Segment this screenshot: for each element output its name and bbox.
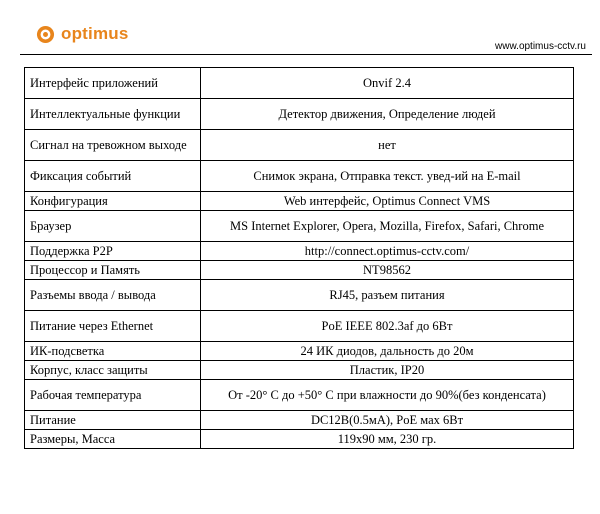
spec-row <box>25 99 574 130</box>
spec-label: Процессор и Память <box>25 261 201 280</box>
spec-label: Фиксация событий <box>25 161 201 192</box>
spec-label: Браузер <box>25 211 201 242</box>
spec-value: Снимок экрана, Отправка текст. увед-ий на E-mail <box>201 161 574 192</box>
spec-row <box>25 380 574 411</box>
brand-logo <box>36 24 129 44</box>
header-divider <box>20 54 592 55</box>
spec-label: Корпус, класс защиты <box>25 361 201 380</box>
spec-label: ИК-подсветка <box>25 342 201 361</box>
logo-text: optimus <box>61 24 129 43</box>
spec-label: Конфигурация <box>25 192 201 211</box>
spec-label: Интерфейс приложений <box>25 68 201 99</box>
spec-row <box>25 261 574 280</box>
spec-row <box>25 211 574 242</box>
spec-value: DC12В(0.5мА), PoE мах 6Вт <box>201 411 574 430</box>
spec-value: Web интерфейс, Optimus Connect VMS <box>201 192 574 211</box>
optimus-logo-icon <box>36 25 55 44</box>
specs-table <box>24 67 574 449</box>
page-header <box>0 0 600 56</box>
spec-value: PoE IEEE 802.3af до 6Вт <box>201 311 574 342</box>
spec-value: Детектор движения, Определение людей <box>201 99 574 130</box>
site-url: www.optimus-cctv.ru <box>495 41 586 52</box>
spec-row <box>25 430 574 449</box>
spec-row <box>25 161 574 192</box>
spec-value: Onvif 2.4 <box>201 68 574 99</box>
spec-value: MS Internet Explorer, Opera, Mozilla, Firefox, Safari, Chrome <box>201 211 574 242</box>
spec-label: Питание через Ethernet <box>25 311 201 342</box>
spec-value: RJ45, разъем питания <box>201 280 574 311</box>
spec-label: Разъемы ввода / вывода <box>25 280 201 311</box>
spec-value: http://connect.optimus-cctv.com/ <box>201 242 574 261</box>
spec-value: 24 ИК диодов, дальность до 20м <box>201 342 574 361</box>
spec-label: Поддержка P2P <box>25 242 201 261</box>
spec-value: нет <box>201 130 574 161</box>
spec-row <box>25 192 574 211</box>
spec-label: Размеры, Масса <box>25 430 201 449</box>
spec-value: 119х90 мм, 230 гр. <box>201 430 574 449</box>
spec-label: Интеллектуальные функции <box>25 99 201 130</box>
spec-label: Сигнал на тревожном выходе <box>25 130 201 161</box>
spec-value: NT98562 <box>201 261 574 280</box>
spec-value: Пластик, IP20 <box>201 361 574 380</box>
spec-row <box>25 242 574 261</box>
spec-label: Питание <box>25 411 201 430</box>
spec-row <box>25 342 574 361</box>
spec-row <box>25 130 574 161</box>
spec-row <box>25 280 574 311</box>
spec-row <box>25 68 574 99</box>
spec-row <box>25 361 574 380</box>
spec-value: От -20° С до +50° С при влажности до 90%(без конденсата) <box>201 380 574 411</box>
spec-row <box>25 311 574 342</box>
spec-label: Рабочая температура <box>25 380 201 411</box>
spec-row <box>25 411 574 430</box>
